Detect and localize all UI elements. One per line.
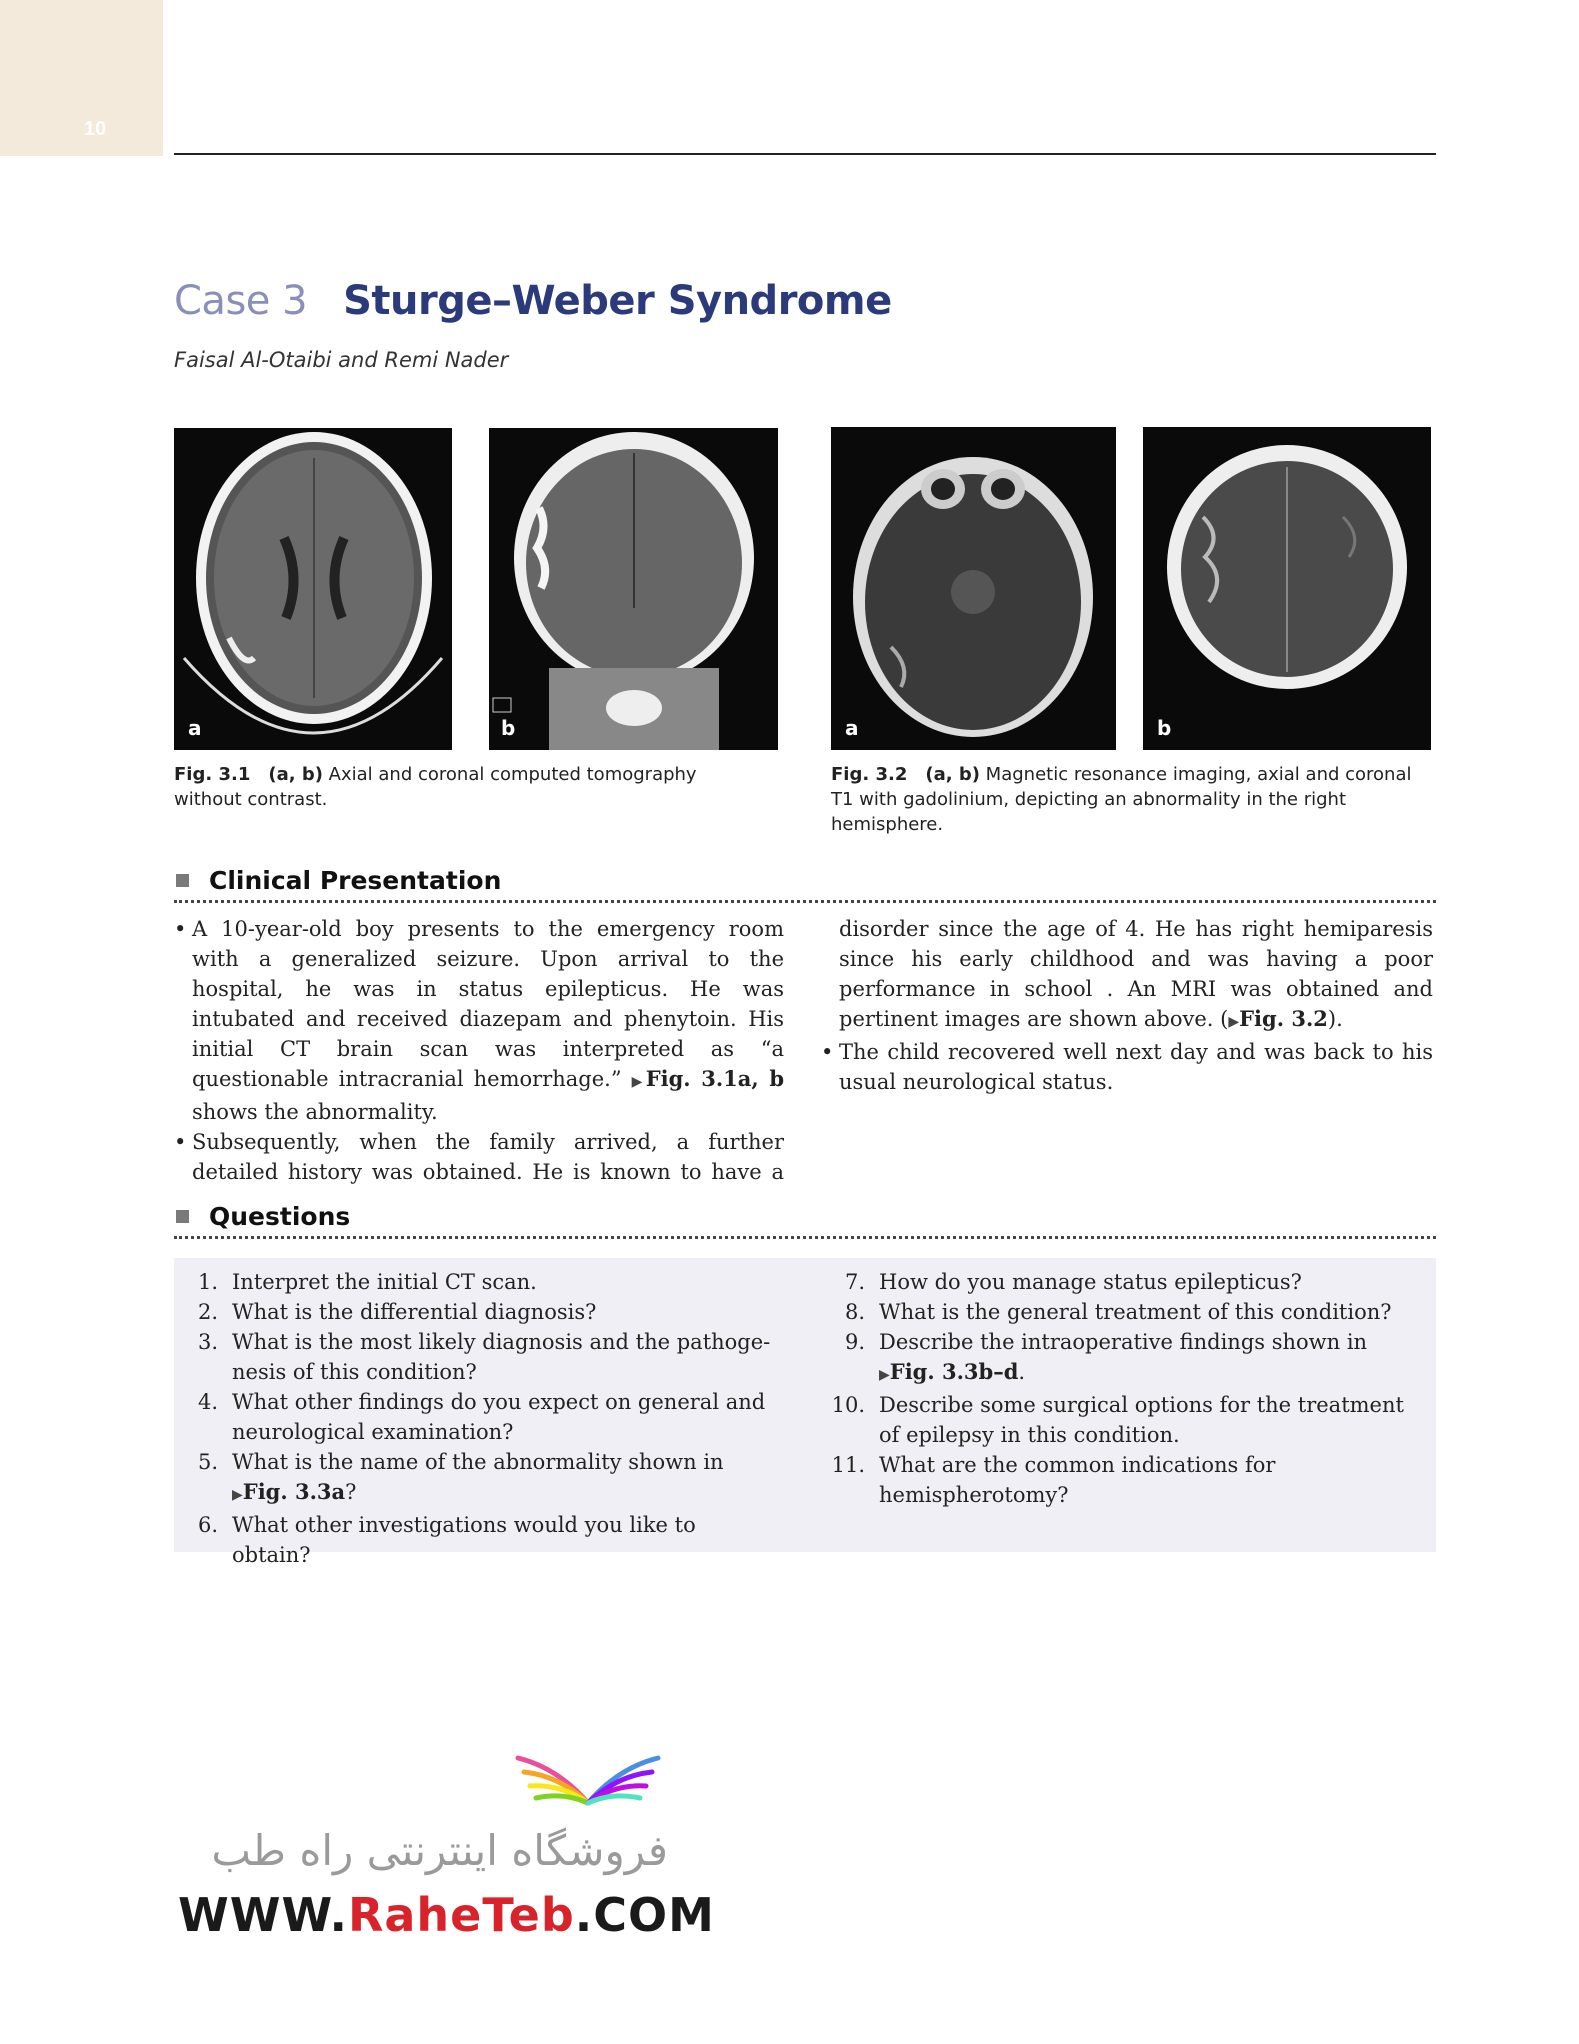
question-8: 8. What is the general treatment of this condition? bbox=[844, 1300, 1392, 1324]
arrow-icon: ▶ bbox=[631, 1074, 646, 1090]
clinical-bullet-1-tail: shows the abnormality. bbox=[192, 1100, 438, 1124]
figure-3-1-label: Fig. 3.1 bbox=[174, 764, 251, 785]
arrow-icon: ▶ bbox=[879, 1367, 890, 1383]
clinical-column-left bbox=[174, 914, 784, 1187]
question-9-text: Describe the intraoperative findings shown in bbox=[879, 1330, 1368, 1354]
case-title bbox=[174, 278, 892, 324]
open-book-logo-icon bbox=[498, 1738, 678, 1808]
arrow-icon: ▶ bbox=[1228, 1014, 1240, 1030]
question-3-text: What is the most likely diagnosis and the pathoge-nesis of this condition? bbox=[232, 1330, 771, 1384]
figure-3-2b-letter: b bbox=[1157, 716, 1172, 740]
question-1: 1. Interpret the initial CT scan. bbox=[197, 1270, 537, 1294]
questions-heading-text: Questions bbox=[209, 1202, 351, 1231]
figure-3-2-panels: (a, b) bbox=[925, 764, 980, 785]
question-9: 9. Describe the intraoperative findings shown in ▶Fig. 3.3b–d. bbox=[844, 1330, 1368, 1384]
figure-3-2a-image bbox=[831, 427, 1116, 750]
arrow-icon: ▶ bbox=[232, 1487, 243, 1503]
clinical-bullet-2-continued: disorder since the age of 4. He has right hemiparesis since his early childhood and was having a poor performance in school . An MRI was obtained and pertinent images are shown above. (▶Fig. 3.2). bbox=[839, 917, 1433, 1031]
watermark-url-prefix: WWW. bbox=[178, 1888, 348, 1942]
watermark-persian-text: فروشگاه اینترنتی راه طب bbox=[211, 1826, 668, 1875]
question-2: 2. What is the differential diagnosis? bbox=[197, 1300, 597, 1324]
figure-3-1-text: Axial and coronal computed tomography without contrast. bbox=[174, 764, 697, 810]
figure-3-2b-image bbox=[1143, 427, 1431, 750]
section-square-icon bbox=[176, 874, 189, 887]
clinical-bullet-3-text: The child recovered well next day and was back to his usual neurological status. bbox=[839, 1040, 1433, 1094]
page-number: 10 bbox=[84, 118, 107, 140]
clinical-bullet-1 bbox=[174, 914, 784, 1127]
figure-3-2-label: Fig. 3.2 bbox=[831, 764, 908, 785]
watermark-logo bbox=[178, 1738, 715, 1942]
questions-column-left bbox=[174, 1267, 774, 1570]
question-3: 3. What is the most likely diagnosis and the pathoge-nesis of this condition? bbox=[197, 1330, 771, 1384]
section-divider bbox=[174, 900, 1436, 903]
question-6: 6. What other investigations would you like to obtain? bbox=[197, 1513, 696, 1567]
question-8-text: What is the general treatment of this condition? bbox=[879, 1300, 1392, 1324]
question-9-tail: . bbox=[1018, 1360, 1026, 1384]
clinical-column-right bbox=[821, 914, 1433, 1097]
figure-3-1-caption bbox=[174, 762, 734, 812]
question-6-text: What other investigations would you like to obtain? bbox=[232, 1513, 696, 1567]
authors: Faisal Al-Otaibi and Remi Nader bbox=[174, 348, 509, 372]
bullet-icon: • bbox=[174, 917, 187, 941]
figure-3-2-caption bbox=[831, 762, 1431, 837]
fig-3-2-reference: Fig. 3.2 bbox=[1239, 1006, 1328, 1031]
fig-3-3b-d-reference: Fig. 3.3b–d bbox=[889, 1359, 1019, 1384]
case-label: Case 3 bbox=[174, 278, 308, 324]
question-1-text: Interpret the initial CT scan. bbox=[232, 1270, 537, 1294]
question-11-text: What are the common indications for hemispherotomy? bbox=[879, 1453, 1276, 1507]
figure-3-1b-image bbox=[489, 428, 778, 750]
case-name: Sturge–Weber Syndrome bbox=[343, 278, 892, 324]
figure-3-1a-image bbox=[174, 428, 452, 750]
question-7-text: How do you manage status epilepticus? bbox=[879, 1270, 1302, 1294]
questions-heading bbox=[176, 1202, 1436, 1231]
question-10-text: Describe some surgical options for the treatment of epilepsy in this condition. bbox=[879, 1393, 1404, 1447]
figure-3-2-text: Magnetic resonance imaging, axial and coronal T1 with gadolinium, depicting an abnormality in the right hemisphere. bbox=[831, 764, 1412, 835]
header-rule bbox=[174, 153, 1436, 155]
fig-3-1-reference: Fig. 3.1a, b bbox=[645, 1066, 785, 1091]
section-square-icon bbox=[176, 1210, 189, 1223]
figure-3-1b-letter: b bbox=[501, 716, 516, 740]
question-5-tail: ? bbox=[345, 1480, 357, 1504]
question-4: 4. What other findings do you expect on general and neurological examination? bbox=[197, 1390, 766, 1444]
question-5-text: What is the name of the abnormality shown in bbox=[232, 1450, 724, 1474]
figure-3-2a-letter: a bbox=[845, 716, 859, 740]
bullet-icon: • bbox=[174, 1130, 187, 1154]
question-10: 10. Describe some surgical options for the treatment of epilepsy in this condition. bbox=[831, 1393, 1404, 1447]
clinical-bullet-1-text: A 10-year-old boy presents to the emergency room with a generalized seizure. Upon arrival to the hospital, he was in status epilepticus. He was intubated and received diazepam and phenytoin. His initial CT brain scan was interpreted as “a questionable intracranial hemorrhage.” bbox=[192, 917, 784, 1091]
page-number-tab bbox=[0, 0, 163, 156]
question-5: 5. What is the name of the abnormality shown in ▶Fig. 3.3a? bbox=[197, 1450, 724, 1504]
question-4-text: What other findings do you expect on general and neurological examination? bbox=[232, 1390, 766, 1444]
questions-column-right bbox=[821, 1267, 1421, 1510]
watermark-url-brand: RaheTeb bbox=[347, 1888, 575, 1942]
watermark-url-suffix: .COM bbox=[574, 1888, 715, 1942]
clinical-heading-text: Clinical Presentation bbox=[209, 866, 502, 895]
watermark-url bbox=[178, 1888, 715, 1942]
figure-3-1-panels: (a, b) bbox=[268, 764, 323, 785]
bullet-icon: • bbox=[821, 1040, 834, 1064]
clinical-bullet-2-tail: ). bbox=[1327, 1007, 1343, 1031]
question-2-text: What is the differential diagnosis? bbox=[232, 1300, 597, 1324]
figure-3-1a-letter: a bbox=[188, 716, 202, 740]
clinical-bullet-2 bbox=[174, 1127, 784, 1187]
clinical-bullet-3 bbox=[821, 1037, 1433, 1097]
question-7: 7. How do you manage status epilepticus? bbox=[844, 1270, 1302, 1294]
section-divider bbox=[174, 1236, 1436, 1239]
question-11: 11. What are the common indications for hemispherotomy? bbox=[831, 1453, 1276, 1507]
clinical-bullet-2-text: Subsequently, when the family arrived, a further detailed history was obtained. He is known to have a bbox=[192, 1130, 784, 1184]
clinical-presentation-heading bbox=[176, 866, 1436, 895]
fig-3-3a-reference: Fig. 3.3a bbox=[242, 1479, 346, 1504]
